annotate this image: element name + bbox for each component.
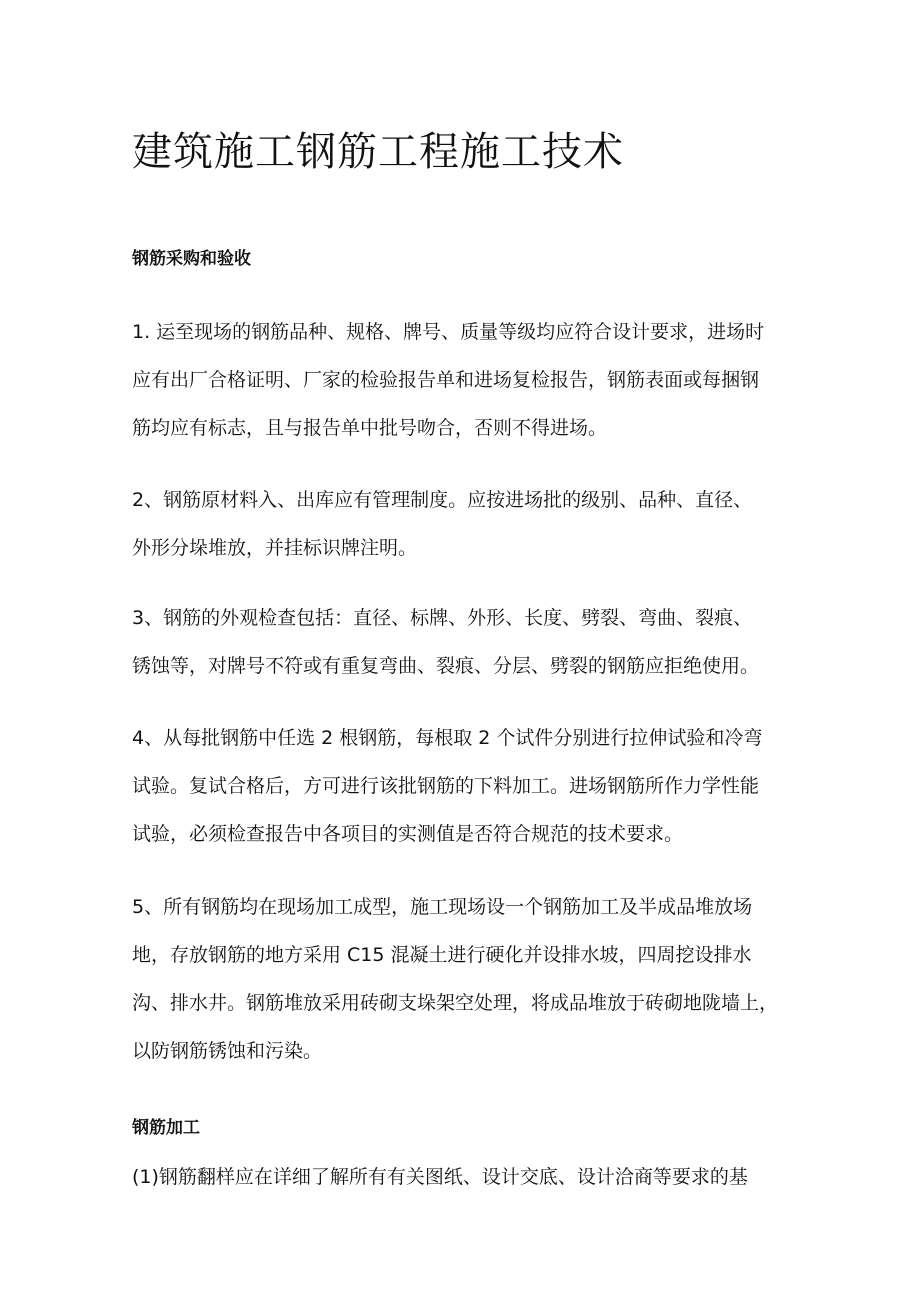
paragraph-line: 以防钢筋锈蚀和污染。 — [132, 1040, 323, 1062]
paragraph-line: 试验，必须检查报告中各项目的实测值是否符合规范的技术要求。 — [132, 823, 684, 845]
section-heading-processing: 钢筋加工 — [132, 1118, 200, 1138]
paragraph-2 — [132, 476, 804, 572]
section-heading-procurement: 钢筋采购和验收 — [132, 249, 251, 269]
paragraph-line: 筋均应有标志，且与报告单中批号吻合，否则不得进场。 — [132, 417, 608, 439]
paragraph-line: 3、钢筋的外观检查包括：直径、标牌、外形、长度、劈裂、弯曲、裂痕、 — [132, 607, 753, 629]
paragraph-line: 地，存放钢筋的地方采用 C15 混凝土进行硬化并设排水坡，四周挖设排水 — [132, 944, 752, 966]
paragraph-line: 试验。复试合格后，方可进行该批钢筋的下料加工。进场钢筋所作力学性能 — [132, 775, 760, 797]
paragraph-line: 4、从每批钢筋中任选 2 根钢筋，每根取 2 个试件分别进行拉伸试验和冷弯 — [132, 727, 763, 749]
paragraph-line: 应有出厂合格证明、厂家的检验报告单和进场复检报告，钢筋表面或每捆钢 — [132, 369, 760, 391]
paragraph-6 — [132, 1153, 804, 1201]
paragraph-line: 2、钢筋原材料入、出库应有管理制度。应按进场批的级别、品种、直径、 — [132, 489, 753, 511]
paragraph-3 — [132, 594, 804, 690]
paragraph-line: 外形分垛堆放，并挂标识牌注明。 — [132, 537, 418, 559]
paragraph-4 — [132, 714, 804, 858]
paragraph-line: 1. 运至现场的钢筋品种、规格、牌号、质量等级均应符合设计要求，进场时 — [132, 321, 765, 343]
paragraph-1 — [132, 308, 804, 452]
document-title: 建筑施工钢筋工程施工技术 — [132, 129, 624, 175]
paragraph-line: (1)钢筋翻样应在详细了解所有有关图纸、设计交底、设计洽商等要求的基 — [132, 1166, 748, 1188]
paragraph-line: 5、所有钢筋均在现场加工成型，施工现场设一个钢筋加工及半成品堆放场 — [132, 896, 753, 918]
paragraph-line: 沟、排水井。钢筋堆放采用砖砌支垛架空处理，将成品堆放于砖砌地陇墙上， — [132, 992, 779, 1014]
paragraph-5 — [132, 883, 804, 1075]
paragraph-line: 锈蚀等，对牌号不符或有重复弯曲、裂痕、分层、劈裂的钢筋应拒绝使用。 — [132, 655, 760, 677]
